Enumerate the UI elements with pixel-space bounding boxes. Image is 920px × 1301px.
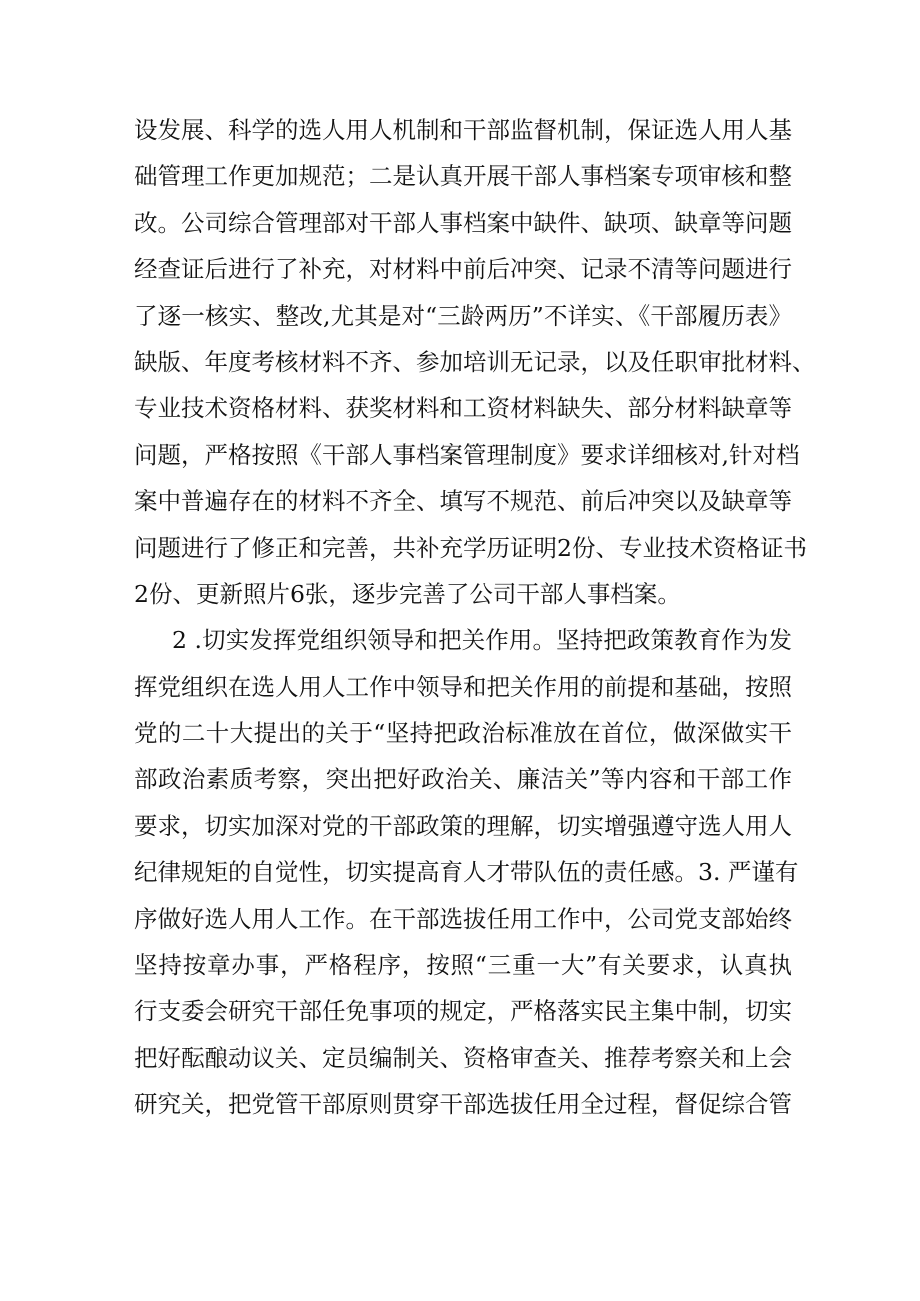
text-line: 部政治素质考察，突出把好政治关、廉洁关”等内容和干部工作 [134,765,792,794]
text-line: 把好酝酿动议关、定员编制关、资格审查关、推荐考察关和上会 [134,1043,792,1072]
text-line: 研究关，把党管干部原则贯穿干部选拔任用全过程，督促综合管 [134,1090,792,1119]
text-line: 经查证后进行了补充，对材料中前后冲突、记录不清等问题进行 [134,255,792,284]
text-line: 坚持按章办事，严格程序，按照“三重一大”有关要求，认真执 [134,951,792,980]
text-line: 问题进行了修正和完善，共补充学历证明2份、专业技术资格证书 [134,533,807,562]
text-line: 党的二十大提出的关于“坚持把政治标准放在首位，做深做实干 [134,719,792,748]
text-line: 挥党组织在选人用人工作中领导和把关作用的前提和基础，按照 [134,672,792,701]
document-body [134,107,816,1128]
text-line: 案中普遍存在的材料不齐全、填写不规范、前后冲突以及缺章等 [134,487,792,516]
text-line: 础管理工作更加规范；二是认真开展干部人事档案专项审核和整 [134,162,792,191]
text-line: 缺版、年度考核材料不齐、参加培训无记录，以及任职审批材料、 [134,347,816,376]
text-line: 了逐一核实、整改,尤其是对“三龄两历”不详实、《干部履历表》 [134,301,792,330]
text-line: 2份、更新照片6张，逐步完善了公司干部人事档案。 [134,579,681,608]
text-line: 专业技术资格材料、获奖材料和工资材料缺失、部分材料缺章等 [134,394,792,423]
text-line: 序做好选人用人工作。在干部选拔任用工作中，公司党支部始终 [134,904,792,933]
text-line: 纪律规矩的自觉性，切实提高育人才带队伍的责任感。3. 严谨有 [134,858,799,887]
text-line: 要求，切实加深对党的干部政策的理解，切实增强遵守选人用人 [134,811,792,840]
text-line: 改。公司综合管理部对干部人事档案中缺件、缺项、缺章等问题 [134,208,792,237]
text-line: 设发展、科学的选人用人机制和干部监督机制，保证选人用人基 [134,116,792,144]
paragraph-start-line: 2 .切实发挥党组织领导和把关作用。坚持把政策教育作为发 [172,626,792,655]
text-line: 问题，严格按照《干部人事档案管理制度》要求详细核对,针对档 [134,440,800,469]
text-line: 行支委会研究干部任免事项的规定，严格落实民主集中制，切实 [134,997,792,1026]
